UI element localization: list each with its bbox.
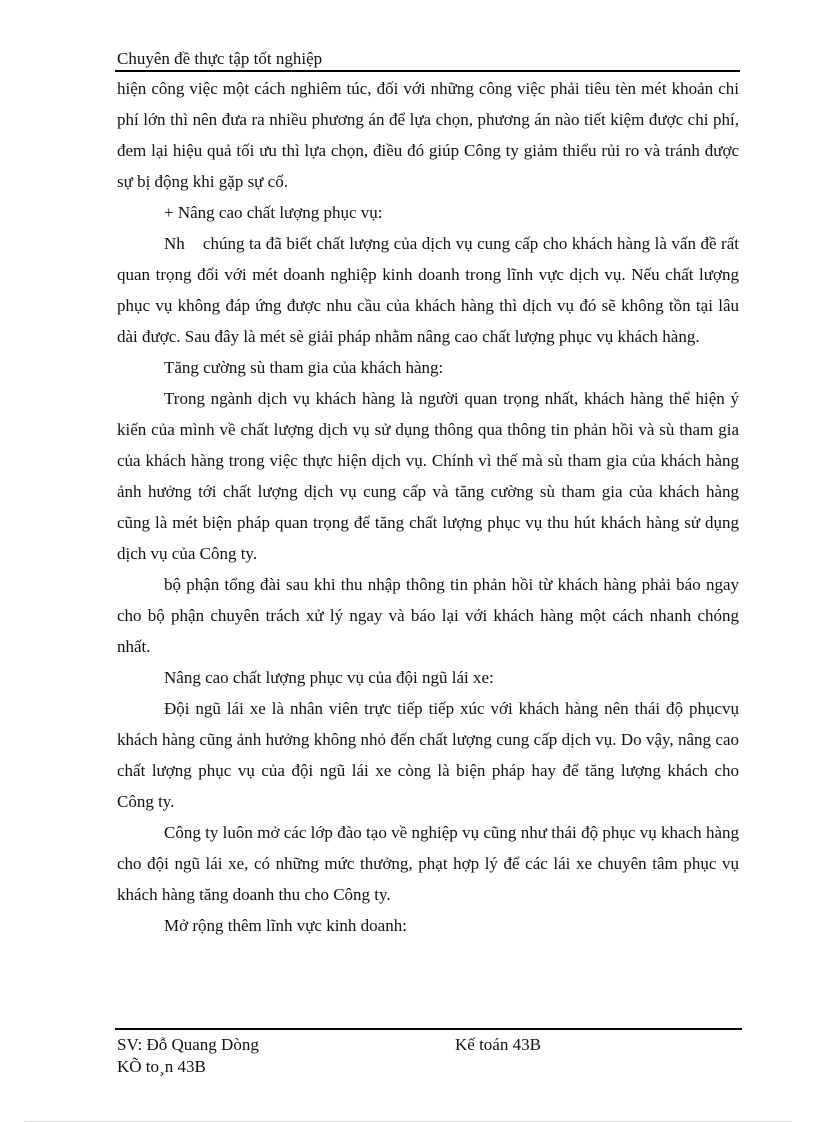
section-heading-service-quality: + Nâng cao chất lượng phục vụ:: [164, 203, 383, 222]
body-paragraph-4: bộ phận tổng đài sau khi thu nhập thông tin phản hồi từ khách hàng phải báo ngay cho bộ phận chuyên trách xử lý ngay và báo lại với khách hàng một cách nhanh chóng nhất.: [117, 575, 739, 656]
page-bottom-edge: [24, 1121, 792, 1122]
body-paragraph-3: Trong ngành dịch vụ khách hàng là người quan trọng nhất, khách hàng thể hiện ý kiến của mình về chất lượng dịch vụ sử dụng thông qua thông tin phản hồi và sù tham gia của khách hàng trong việc thực hiện dịch vụ. Chính vì thế mà sù tham gia của khách hàng ảnh hưởng tới chất lượng dịch vụ cung cấp và tăng cường sù tham gia của khách hàng cũng là mét biện pháp quan trọng để tăng chất lượng phục vụ thu hút khách hàng sử dụng dịch vụ của Công ty.: [117, 389, 739, 563]
body-paragraph-1: hiện công việc một cách nghiêm túc, đối với những công việc phải tiêu tèn mét khoản chi phí lớn thì nên đưa ra nhiều phương án để lựa chọn, phương án nào tiết kiệm được chi phí, đem lại hiệu quả tối ưu thì lựa chọn, điều đó giúp Công ty giảm thiểu rủi ro và tránh được sự bị động khi gặp sự cố.: [117, 79, 739, 191]
footer-class-right: Kế toán 43B: [455, 1035, 541, 1054]
subheading-driver-service: Nâng cao chất lượng phục vụ của đội ngũ lái xe:: [164, 668, 494, 687]
body-paragraph-5: Đội ngũ lái xe là nhân viên trực tiếp tiếp xúc với khách hàng nên thái độ phụcvụ khách hàng cũng ảnh hưởng không nhỏ đến chất lượng cung cấp dịch vụ. Do vậy, nâng cao chất lượng phục vụ của đội ngũ lái xe còng là biện pháp hay để tăng lượng khách cho Công ty.: [117, 699, 739, 811]
footer-divider: [115, 1028, 742, 1030]
body-paragraph-6: Công ty luôn mở các lớp đào tạo về nghiệp vụ cũng như thái độ phục vụ khach hàng cho đội ngũ lái xe, có những mức thưởng, phạt hợp lý để các lái xe chuyên tâm phục vụ khách hàng tăng doanh thu cho Công ty.: [117, 823, 739, 904]
header-divider: [115, 70, 740, 72]
footer-student-name: SV: Đỗ Quang Dòng: [117, 1035, 259, 1054]
subheading-customer-participation: Tăng cường sù tham gia của khách hàng:: [164, 358, 444, 377]
footer-class-left: KÕ to¸n 43B: [117, 1057, 206, 1076]
document-body: [117, 73, 744, 941]
subheading-expand-business: Mở rộng thêm lĩnh vực kinh doanh:: [164, 916, 407, 935]
body-paragraph-2: Nh chúng ta đã biết chất lượng của dịch vụ cung cấp cho khách hàng là vấn đề rất quan trọng đối với mét doanh nghiệp kinh doanh trong lĩnh vực dịch vụ. Nếu chất lượng phục vụ không đáp ứng được nhu cầu của khách hàng thì dịch vụ đó sẽ không tồn tại lâu dài được. Sau đây là mét sè giải pháp nhằm nâng cao chất lượng phục vụ khách hàng.: [117, 234, 744, 346]
page-header-title: Chuyên đề thực tập tốt nghiệp: [117, 49, 323, 68]
